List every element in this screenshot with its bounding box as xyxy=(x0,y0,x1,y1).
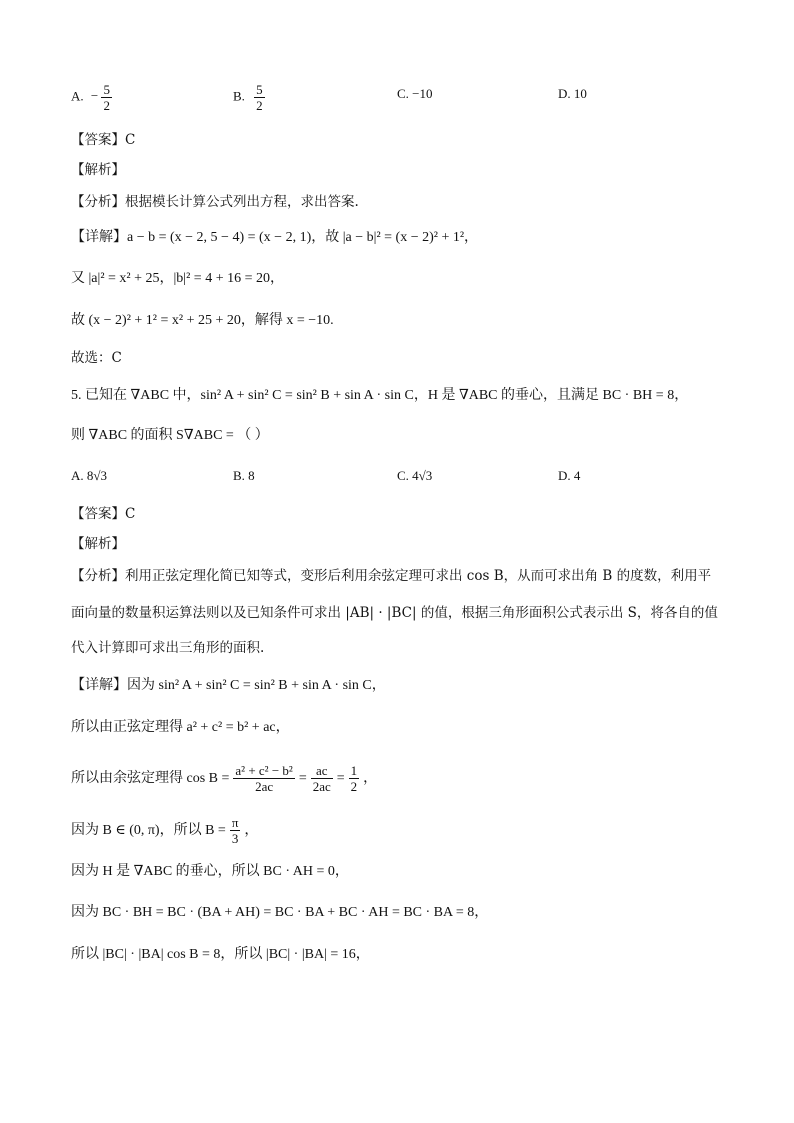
q5-option-a: A. 8√3 xyxy=(71,468,108,483)
q5-detail-line-7: 所以 |BC| · |BA| cos B = 8，所以 |BC| · |BA| = 16， xyxy=(71,947,370,962)
q5-detail-line-4 xyxy=(71,815,258,846)
q5-option-c: C. 4√3 xyxy=(397,468,433,483)
q4-option-c: C. −10 xyxy=(397,86,433,101)
minus-sign: − xyxy=(90,88,99,104)
q4-detail-line-1: 【详解】a − b = (x − 2, 5 − 4) = (x − 2, 1)，故 |a − b|² = (x − 2)² + 1²， xyxy=(71,230,479,245)
q4-option-d: D. 10 xyxy=(558,86,587,101)
q5-analysis-line-3: 代入计算即可求出三角形的面积. xyxy=(71,640,265,656)
fraction xyxy=(101,82,112,113)
denominator: 2 xyxy=(350,779,358,794)
q5-detail-line-6: 因为 BC · BH = BC · (BA + AH) = BC · BA + BC · AH = BC · BA = 8， xyxy=(71,905,489,920)
q5-option-b: B. 8 xyxy=(233,468,255,483)
q4-detail-line-3: 故 (x − 2)² + 1² = x² + 25 + 20，解得 x = −10. xyxy=(71,313,334,328)
numerator: 5 xyxy=(103,82,110,97)
q5-analysis-line-2: 面向量的数量积运算法则以及已知条件可求出 |AB| · |BC| 的值，根据三角形面积公式表示出 S，将各自的值 xyxy=(71,605,718,621)
q5-analysis-line-1: 【分析】利用正弦定理化简已知等式，变形后利用余弦定理可求出 cos B，从而可求出角 B 的度数，利用平 xyxy=(71,568,712,584)
q5-detail-line-3 xyxy=(71,763,377,794)
q4-option-b xyxy=(233,82,265,113)
equals: = xyxy=(298,770,307,786)
numerator: 1 xyxy=(350,763,358,778)
fraction-3 xyxy=(349,763,360,794)
denominator: 2ac xyxy=(312,779,331,794)
text: ， xyxy=(363,770,378,786)
q4-detail-line-2: 又 |a|² = x² + 25，|b|² = 4 + 16 = 20， xyxy=(71,271,284,286)
denominator: 3 xyxy=(231,831,239,846)
option-label: B. xyxy=(233,88,245,104)
q5-option-d: D. 4 xyxy=(558,468,581,483)
fraction xyxy=(230,815,241,846)
fraction-1 xyxy=(233,763,294,794)
denominator: 2ac xyxy=(255,779,274,794)
text: 因为 B ∈ (0, π)，所以 B = xyxy=(71,822,226,838)
q4-answer: 【答案】C xyxy=(71,132,136,148)
text: 所以由余弦定理得 cos B = xyxy=(71,770,230,786)
q4-analysis: 【分析】根据模长计算公式列出方程，求出答案. xyxy=(71,194,359,210)
text: ， xyxy=(244,822,259,838)
q5-analysis-heading: 【解析】 xyxy=(71,536,125,552)
numerator: a² + c² − b² xyxy=(235,763,293,778)
q5-stem-line-2: 则 ∇ABC 的面积 S∇ABC = （ ） xyxy=(71,428,269,443)
equals: = xyxy=(336,770,345,786)
q4-analysis-heading: 【解析】 xyxy=(71,162,125,178)
denominator: 2 xyxy=(256,98,263,113)
q4-choice: 故选：C xyxy=(71,350,122,366)
q5-detail-line-2: 所以由正弦定理得 a² + c² = b² + ac， xyxy=(71,720,290,735)
q5-detail-line-1: 【详解】因为 sin² A + sin² C = sin² B + sin A · sin C， xyxy=(71,678,386,693)
q5-detail-line-5: 因为 H 是 ∇ABC 的垂心，所以 BC · AH = 0， xyxy=(71,864,349,879)
denominator: 2 xyxy=(103,98,110,113)
numerator: 5 xyxy=(256,82,263,97)
numerator: ac xyxy=(311,763,333,779)
fraction xyxy=(254,82,265,113)
option-label: A. xyxy=(71,88,84,104)
numerator: π xyxy=(231,815,239,830)
q5-answer: 【答案】C xyxy=(71,506,136,522)
fraction-2 xyxy=(311,763,333,794)
q5-stem-line-1: 5. 已知在 ∇ABC 中，sin² A + sin² C = sin² B + sin A · sin C，H 是 ∇ABC 的垂心，且满足 BC · BH = 8， xyxy=(71,388,689,403)
q4-option-a xyxy=(71,82,112,113)
